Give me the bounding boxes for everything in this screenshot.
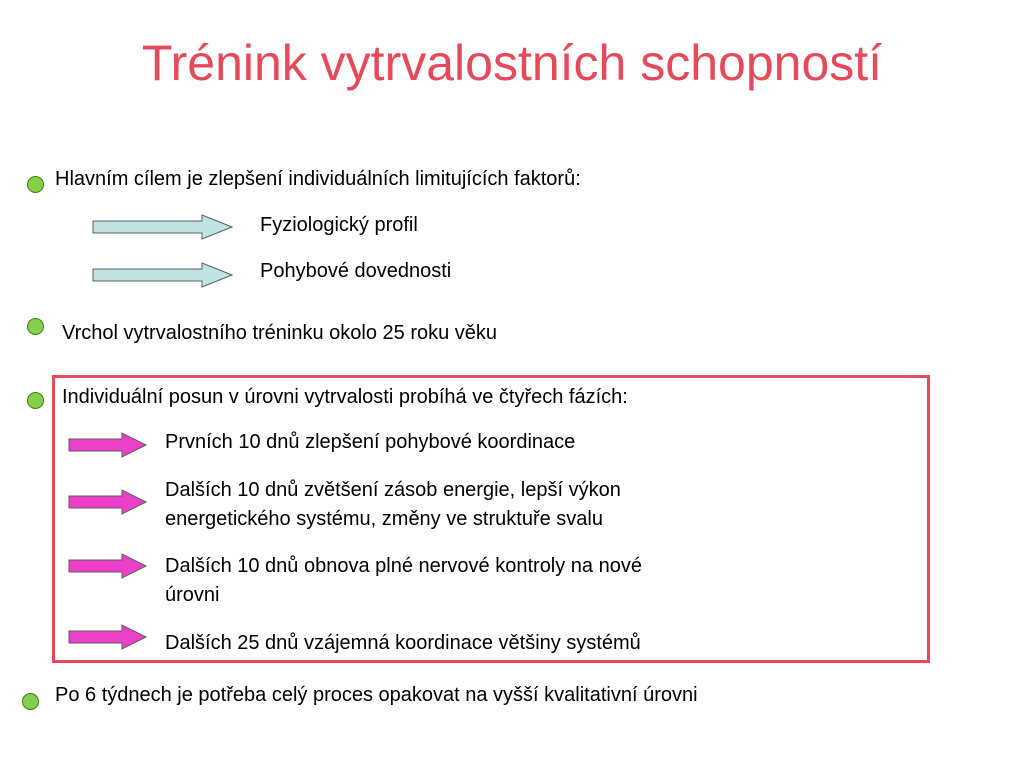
right-arrow-icon [92,262,234,288]
right-arrow-icon [68,432,148,458]
bullet-icon [27,392,44,409]
phases-intro-text: Individuální posun v úrovni vytrvalosti probíhá ve čtyřech fázích: [62,386,628,408]
factor-label: Fyziologický profil [260,214,418,236]
bullet-icon [27,176,44,193]
right-arrow-icon [68,624,148,650]
phase-text: Dalších 10 dnů obnova plné nervové kontroly na nové úrovni [165,555,642,606]
factor-label: Pohybové dovednosti [260,260,452,282]
right-arrow-icon [68,489,148,515]
phase-text: Dalších 25 dnů vzájemná koordinace většiny systémů [165,632,641,654]
right-arrow-icon [92,214,234,240]
right-arrow-icon [68,553,148,579]
bullet-icon [22,693,39,710]
bullet-icon [27,318,44,335]
goal-text: Hlavním cílem je zlepšení individuálních limitujících faktorů: [55,168,581,190]
phase-text: Dalších 10 dnů zvětšení zásob energie, lepší výkon energetického systému, změny ve struktuře svalu [165,479,621,530]
page-title: Trénink vytrvalostních schopností [141,35,883,91]
phase-text: Prvních 10 dnů zlepšení pohybové koordinace [165,431,576,453]
repeat-text: Po 6 týdnech je potřeba celý proces opakovat na vyšší kvalitativní úrovni [55,684,698,706]
peak-text: Vrchol vytrvalostního tréninku okolo 25 roku věku [62,322,498,344]
